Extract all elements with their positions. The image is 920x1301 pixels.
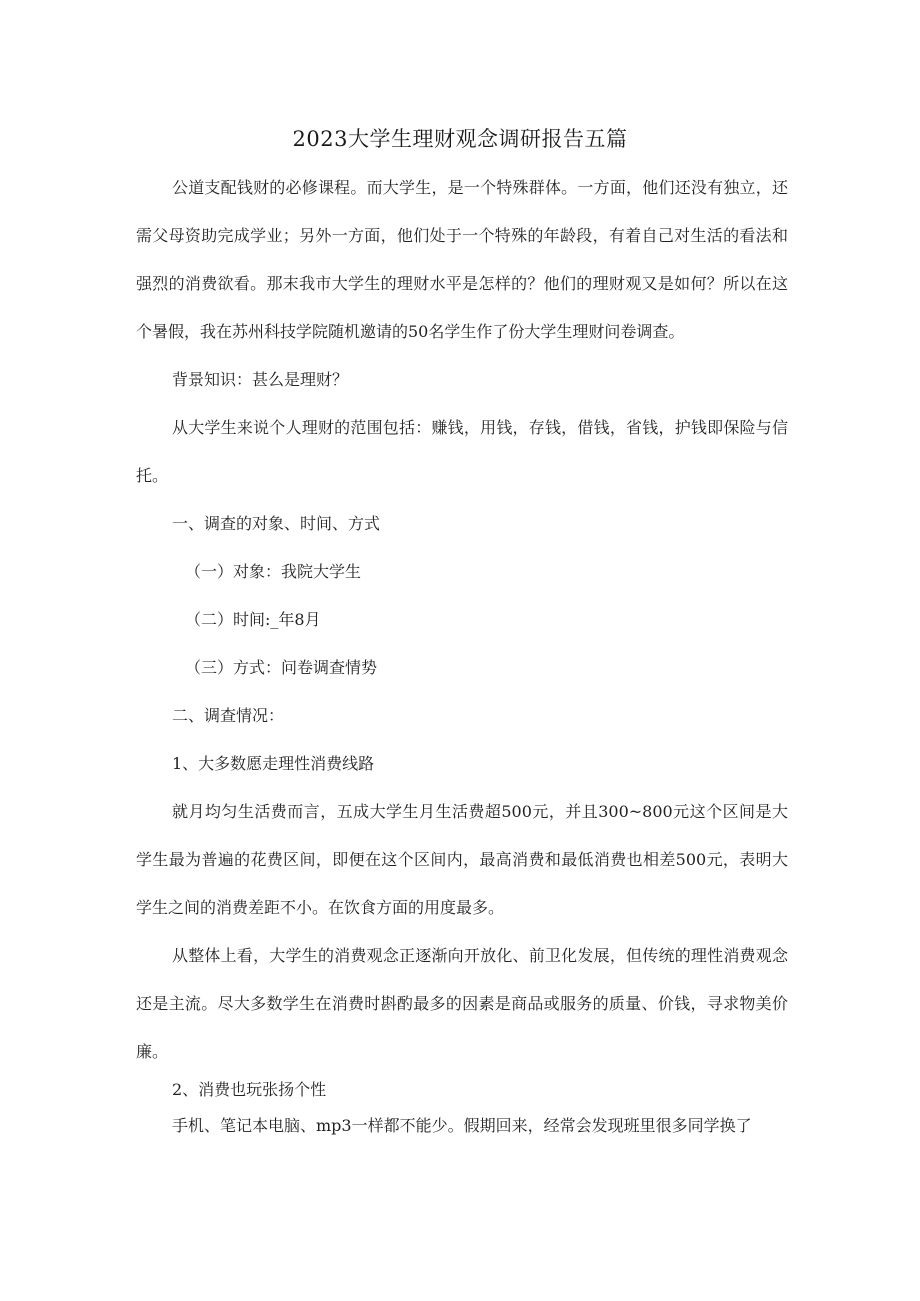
list-item-object: （一）对象：我院大学生 xyxy=(185,562,362,581)
paragraph-background-heading: 背景知识：甚么是理财？ xyxy=(172,370,349,389)
paragraph-intro: 公道支配钱财的必修课程。而大学生，是一个特殊群体。一方面，他们还没有独立，还需父母资助完成学业；另外一方面，他们处于一个特殊的年龄段，有着自己对生活的看法和强烈的消费欲看。那末我市大学生的理财水平是怎样的？他们的理财观又是如何？所以在这个暑假，我在苏州科技学院随机邀请的50名学生作了份大学生理财问卷调查。 xyxy=(136,178,788,341)
paragraph-consumption-concept: 从整体上看，大学生的消费观念正逐渐向开放化、前卫化发展，但传统的理性消费观念还是主流。尽大多数学生在消费时斟酌最多的因素是商品或服务的质量、价钱，寻求物美价廉。 xyxy=(136,946,788,1061)
section-heading-survey-status: 二、调查情况： xyxy=(172,706,285,725)
paragraph-finance-scope: 从大学生来说个人理财的范围包括：赚钱，用钱，存钱，借钱，省钱，护钱即保险与信托。 xyxy=(136,418,788,485)
paragraph-living-expenses: 就月均匀生活费而言，五成大学生月生活费超500元，并且300~800元这个区间是大学生最为普遍的花费区间，即便在这个区间内，最高消费和最低消费也相差500元，表明大学生之间的消费差距不小。在饮食方面的用度最多。 xyxy=(136,802,788,917)
paragraph-devices: 手机、笔记本电脑、mp3一样都不能少。假期回来，经常会发现班里很多同学换了 xyxy=(172,1116,752,1135)
list-item-time: （二）时间:_年8月 xyxy=(185,610,321,629)
subheading-personality-consumption: 2、消费也玩张扬个性 xyxy=(172,1080,327,1099)
section-heading-survey-object: 一、调查的对象、时间、方式 xyxy=(172,514,381,533)
list-item-method: （三）方式：问卷调查情势 xyxy=(185,658,378,677)
document-title: 2023大学生理财观念调研报告五篇 xyxy=(292,127,628,151)
subheading-rational-consumption: 1、大多数愿走理性消费线路 xyxy=(172,754,375,773)
